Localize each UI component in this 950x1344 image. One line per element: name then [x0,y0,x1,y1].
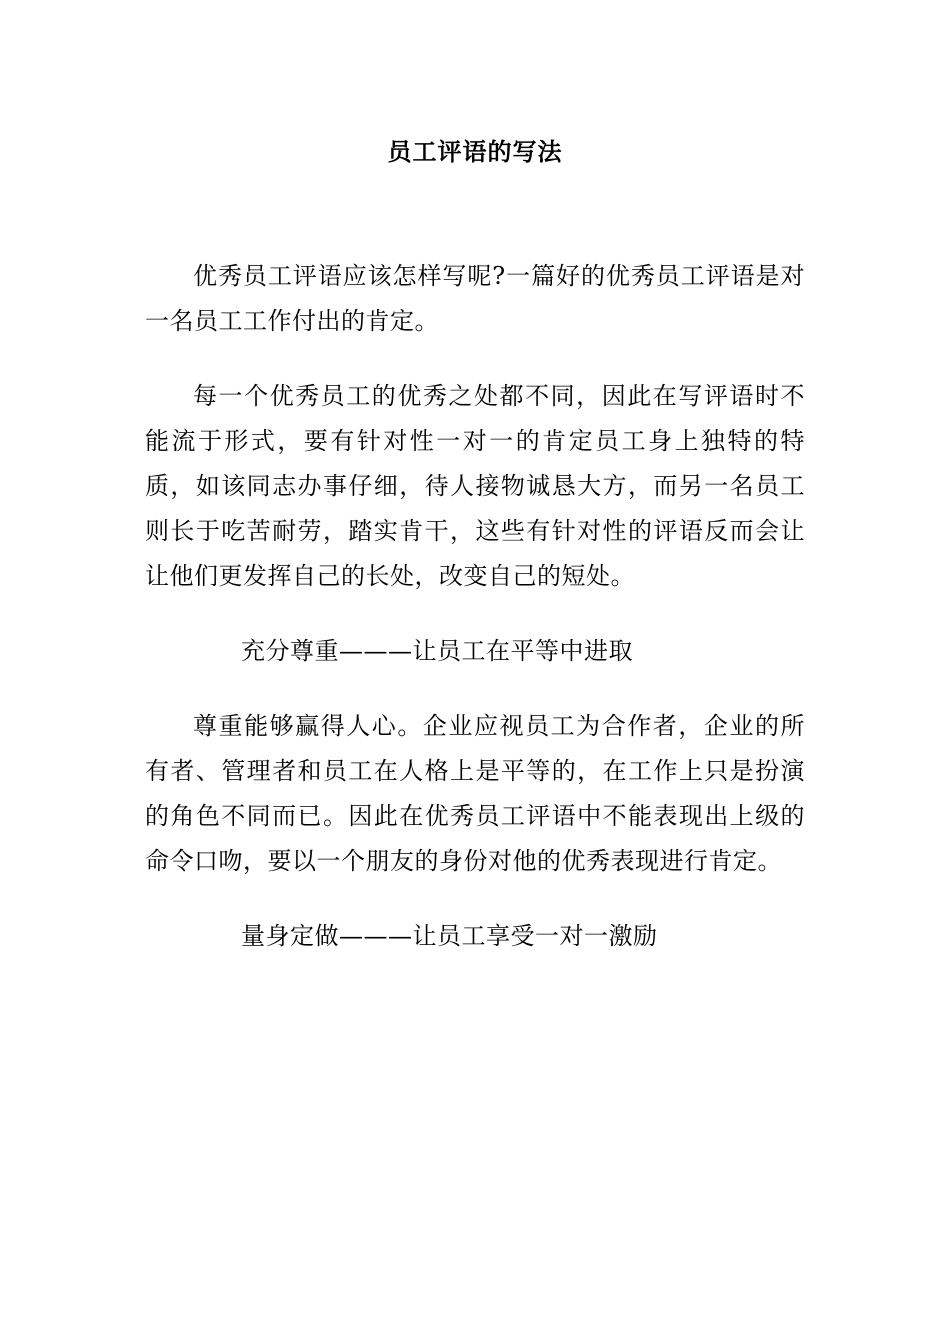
section-heading-respect: 充分尊重———让员工在平等中进取 [241,637,633,665]
paragraph-intro: 优秀员工评语应该怎样写呢?一篇好的优秀员工评语是对一名员工工作付出的肯定。 [145,262,805,335]
document-body [145,254,805,989]
paragraph-targeted: 每一个优秀员工的优秀之处都不同，因此在写评语时不能流于形式，要有针对性一对一的肯定员工身上独特的特质，如该同志办事仔细，待人接物诚恳大方，而另一名员工则长于吃苦耐劳，踏实肯干，这些有针对性的评语反而会让让他们更发挥自己的长处，改变自己的短处。 [145,382,805,590]
section-heading-tailored: 量身定做———让员工享受一对一激励 [241,922,658,950]
paragraph-respect: 尊重能够赢得人心。企业应视员工为合作者，企业的所有者、管理者和员工在人格上是平等的，在工作上只是扮演的角色不同而已。因此在优秀员工评语中不能表现出上级的命令口吻，要以一个朋友的身份对他的优秀表现进行肯定。 [145,712,805,875]
document-title: 员工评语的写法 [387,137,563,166]
